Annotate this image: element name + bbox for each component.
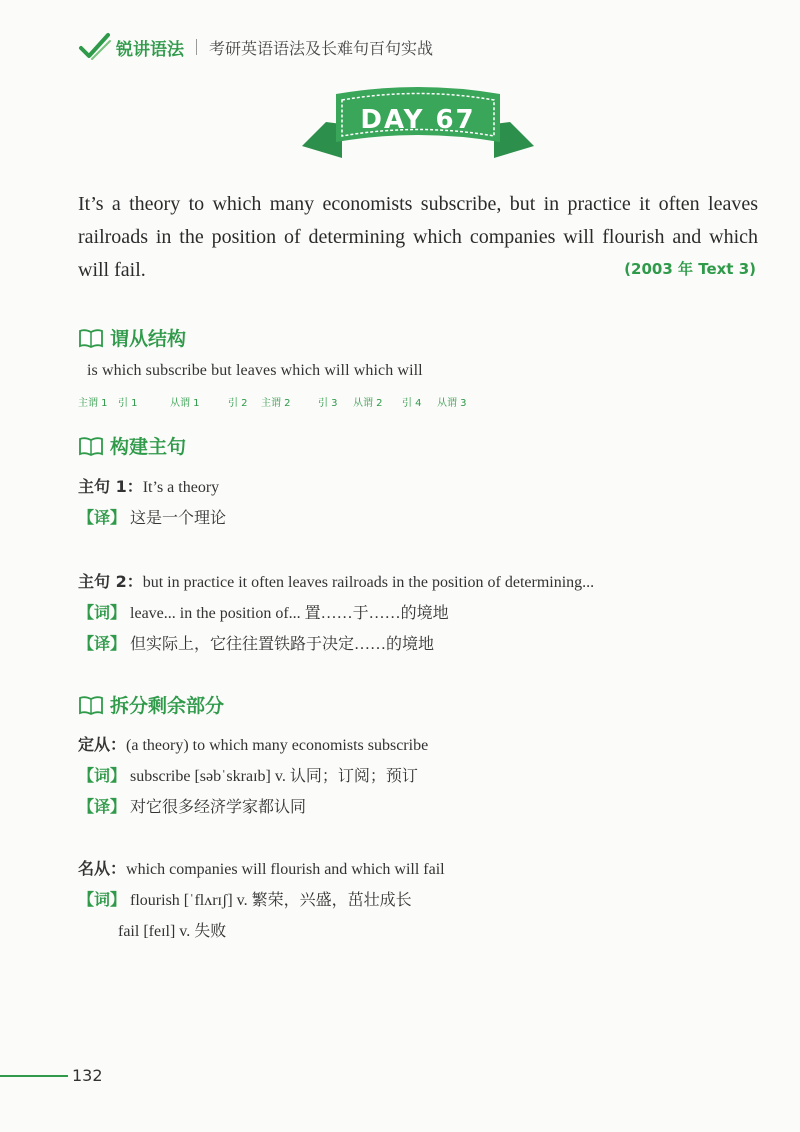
section-predicates-title: 谓从结构 — [78, 324, 186, 351]
day-label: DAY 67 — [360, 105, 476, 135]
open-book-icon — [78, 327, 104, 349]
footer-rule — [0, 1075, 68, 1077]
main-clause-2-translation: 【译】 但实际上，它往往置铁路于决定……的境地 — [78, 634, 435, 653]
tag: 引 1 — [118, 398, 138, 409]
main-clause-2-vocab: 【词】 leave... in the position of... 置……于……的境地 — [78, 603, 449, 622]
day-ribbon — [302, 84, 534, 160]
page-header — [78, 30, 433, 64]
check-pen-icon — [78, 32, 112, 62]
tag: 引 4 — [402, 398, 422, 409]
main-clause-1-translation: 【译】 这是一个理论 — [78, 508, 227, 527]
section-remaining-title: 拆分剩余部分 — [78, 691, 224, 718]
brand-name: 锐讲语法 — [116, 39, 184, 60]
attributive-clause-vocab: 【词】 subscribe [səbˈskraɪb] v. 认同；订阅；预订 — [78, 766, 418, 785]
ribbon-banner-icon — [302, 84, 534, 160]
main-clause-2: 主句 2：but in practice it often leaves railroads in the position of determining... — [78, 572, 595, 591]
tag: 从谓 1 — [170, 398, 200, 409]
main-sentence: It’s a theory to which many economists subscribe, but in practice it often leaves railroads in the position of determining which companies will flourish and which will fail. — [78, 193, 758, 281]
attributive-clause-translation: 【译】 对它很多经济学家都认同 — [78, 797, 307, 816]
tag: 主谓 1 — [78, 398, 108, 409]
noun-clause-vocab-2: fail [feɪl] v. 失败 — [118, 923, 227, 940]
tag: 引 2 — [228, 398, 248, 409]
predicate-verbs: is which subscribe but leaves which will which will — [87, 362, 423, 379]
main-clause-1: 主句 1：It’s a theory — [78, 477, 220, 496]
section-main-clauses-title: 构建主句 — [78, 432, 186, 459]
tag: 从谓 2 — [353, 398, 383, 409]
page-number: 132 — [72, 1066, 103, 1085]
tag: 从谓 3 — [437, 398, 467, 409]
noun-clause: 名从：which companies will flourish and which will fail — [78, 859, 445, 878]
book-title: 考研英语语法及长难句百句实战 — [209, 38, 434, 58]
open-book-icon — [78, 435, 104, 457]
header-divider — [196, 39, 197, 55]
tag: 主谓 2 — [261, 398, 291, 409]
open-book-icon — [78, 694, 104, 716]
noun-clause-vocab: 【词】 flourish [ˈflʌrɪʃ] v. 繁荣，兴盛，茁壮成长 — [78, 890, 412, 909]
attributive-clause: 定从：(a theory) to which many economists subscribe — [78, 735, 429, 754]
tag: 引 3 — [318, 398, 338, 409]
sentence-source: (2003 年 Text 3) — [624, 260, 756, 278]
